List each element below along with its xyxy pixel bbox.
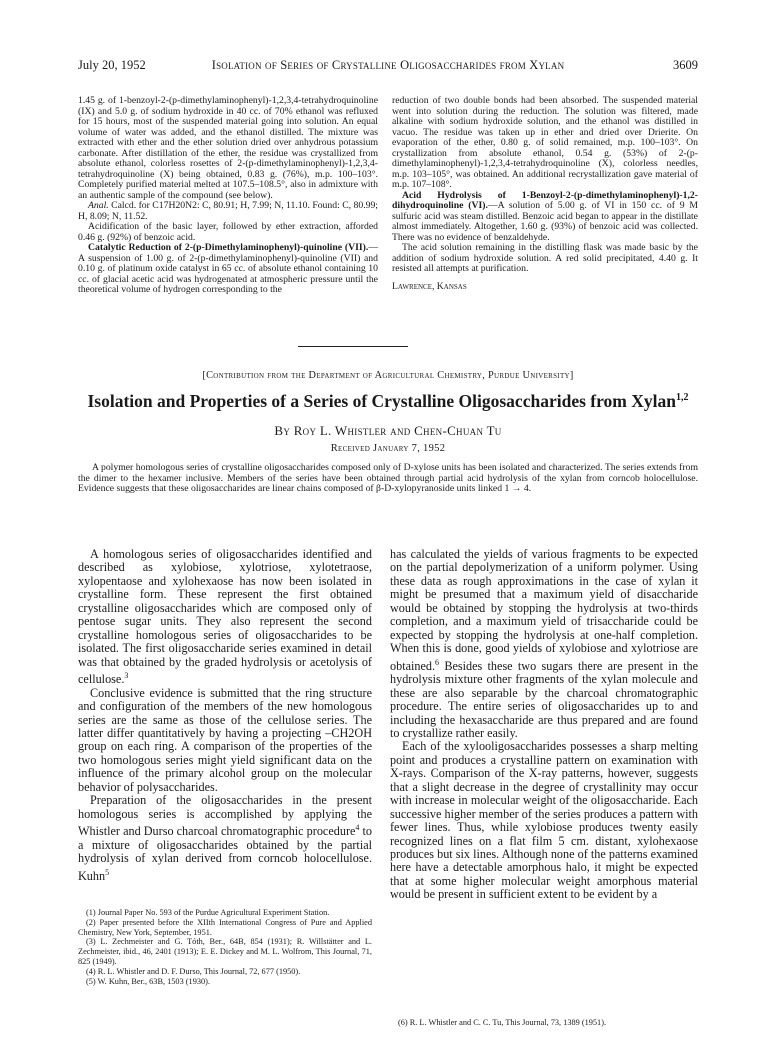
footnote-right — [390, 1018, 698, 1028]
reduction-heading: Catalytic Reduction of 2-(p-Dimethylaminophenyl)-quinoline (VII). — [88, 242, 369, 253]
body-paragraph-3-text: Preparation of the oligosaccharides in the present homologous series is accomplished by applying the Whistler and Durso charcoal chromatographic procedure — [78, 793, 372, 839]
footnote-6: (6) R. L. Whistler and C. C. Tu, This Journal, 73, 1389 (1951). — [398, 1018, 607, 1027]
reduction-paragraph — [78, 243, 378, 296]
body-left-column — [78, 548, 372, 883]
body-paragraph-5: Each of the xylooligosaccharides possesses a sharp melting point and produces a crystalline pattern on examination with X-rays. Comparison of the X-ray patterns, however, suggests that a slight decrease in the degree of crystallinity may occur with increase in molecular weight of the oligosaccharide. Each successive higher member of the series produces a pattern with fewer lines. Thus, while xylobiose produces twenty easily recognized lines on a flat film 5 cm. distant, xylohexaose produces but six lines. Although none of the patterns examined here have a detectable amorphous halo, it might be expected that at some higher molecular weight amorphous material would be present in sufficient extent to be evident by a — [390, 739, 698, 902]
footnote-ref-3: 3 — [124, 671, 129, 681]
footnote-ref-4: 4 — [355, 823, 360, 833]
section-divider — [298, 346, 408, 347]
body-right-column — [390, 548, 698, 902]
reduction-text: —A suspension of 1.00 g. of 2-(p-dimethylaminophenyl)-quinoline (VII) and 0.10 g. of platinum oxide catalyst in 65 cc. of absolute ethanol containing 10 cc. of glacial acetic acid was hydrogenated at atmospheric pressure until the theoretical volume of hydrogen corresponding to the — [78, 242, 378, 295]
body-paragraph-4 — [390, 548, 698, 740]
analysis-paragraph — [78, 201, 378, 222]
hydrolysis-heading: Acid Hydrolysis of 1-Benzoyl-2-(p-dimethylaminophenyl)-1,2-dihydroquinoline (VI). — [392, 189, 698, 211]
article-title — [78, 391, 698, 412]
footnotes-left — [78, 908, 372, 986]
reduction-continued-paragraph: reduction of two double bonds had been absorbed. The suspended material went into solution during the reduction. The solution was filtered, made alkaline with sodium hydroxide solution, and the ethanol was distilled in vacuo. The residue was taken up in ether and dried over Drierite. On evaporation of the ether, 0.80 g. of solid remained, m.p. 100–103°. On crystallization from absolute ethanol, 0.54 g. (53%) of 2-(p-dimethylaminophenyl)-1,2,3,4-tetrahydroquinoline (X), colorless needles, m.p. 103–105°, was obtained. An additional recrystallization gave material of m.p. 107–108°. — [392, 95, 698, 190]
header-running-title: Isolation of Series of Crystalline Oligosaccharides from Xylan — [211, 58, 565, 72]
hydrolysis-paragraph — [392, 191, 698, 244]
body-paragraph-1-text: A homologous series of oligosaccharides identified and described as xylobiose, xylotriose, xylotetraose, xylopentaose and xylohexaose has now been isolated in crystalline form. These represent the first obtained crystalline oligosaccharides which are composed only of pentose sugar units. They also represent the second crystalline homologous series of oligosaccharides to be isolated. The first oligosaccharide series examined in detail was that obtained by the graded hydrolysis or acetolysis of cellulose. — [78, 547, 372, 687]
body-paragraph-2: Conclusive evidence is submitted that the ring structure and configuration of the members of the new homologous series are the same as those of the cellulose series. The latter differ quantitatively by having a projecting –CH2OH group on each ring. A comparison of the properties of the two homologous series might yield significant data on the influence of the primary alcohol group on the molecular behavior of polysaccharides. — [78, 685, 372, 794]
hydrolysis-text: —A solution of 5.00 g. of VI in 150 cc. of 9 M sulfuric acid was steam distilled. Benzoic acid began to appear in the distillate almost immediately. Altogether, 1.60 g. (93%) of benzoic acid was collected. There was no evidence of benzaldehyde. — [392, 200, 698, 243]
acidification-paragraph: Acidification of the basic layer, followed by ether extraction, afforded 0.46 g. (92%) of benzoic acid. — [78, 221, 378, 243]
article-authors: By Roy L. Whistler and Chen-Chuan Tu — [274, 423, 502, 438]
anal-label: Anal. — [88, 200, 109, 211]
body-paragraph-4-text-cont: Besides these two sugars there are present in the hydrolysis mixture other fragments of the xylan molecule and these are also separable by the charcoal chromatographic procedure. The entire series of oligosaccharides up to and including the hexasaccharide are thus prepared and are found to crystallize rather easily. — [390, 658, 698, 740]
location-signature: Lawrence, Kansas — [392, 280, 467, 292]
header-page-number: 3609 — [673, 58, 698, 72]
footnote-4: (4) R. L. Whistler and D. F. Durso, This Journal, 72, 677 (1950). — [86, 966, 301, 976]
running-header — [78, 58, 698, 74]
footnote-3: (3) L. Zechmeister and G. Tóth, Ber., 64B, 854 (1931); R. Willstätter and L. Zechmeister, ibid., 46, 2401 (1913); E. E. Dickey and M. L. Wolfrom, This Journal, 71, 825 (1949). — [78, 937, 372, 966]
abstract — [78, 463, 698, 495]
footnote-ref-5: 5 — [105, 867, 110, 877]
header-date: July 20, 1952 — [78, 58, 146, 72]
experimental-paragraph: 1.45 g. of 1-benzoyl-2-(p-dimethylaminophenyl)-1,2,3,4-tetrahydroquinoline (IX) and 5.0 g. of sodium hydroxide in 40 cc. of 70% ethanol was refluxed for 15 hours, most of the suspended material going into solution. An equal volume of water was added, and the ethanol distilled. The mixture was extracted with ether and the ether solution dried over anhydrous potassium carbonate. After distillation of the ether, the residue was crystallized from absolute ethanol, colorless rosettes of 2-(p-dimethylaminophenyl)-1,2,3,4-tetrahydroquinoline (X) being obtained, 0.83 g. (76%), m.p. 100–103°. Completely purified material melted at 107.5–108.5°, also in admixture with an authentic sample of the compound (see below). — [78, 95, 378, 201]
top-right-column — [392, 96, 698, 292]
body-paragraph-1 — [78, 548, 372, 687]
article-title-footnote-ref: 1,2 — [675, 392, 689, 404]
footnote-5: (5) W. Kuhn, Ber., 63B, 1503 (1930). — [86, 976, 210, 986]
footnote-1: (1) Journal Paper No. 593 of the Purdue Agricultural Experiment Station. — [86, 908, 330, 917]
anal-text: Calcd. for C17H20N2: C, 80.91; H, 7.99; N, 11.10. Found: C, 80.99; H, 8.09; N, 11.52. — [78, 200, 378, 222]
acid-solution-paragraph: The acid solution remaining in the distilling flask was made basic by the addition of sodium hydroxide solution. A red solid precipitated, 4.40 g. It resisted all attempts at purification. — [392, 242, 698, 274]
footnote-2: (2) Paper presented before the XIIth International Congress of Pure and Applied Chemistry, New York, September, 1951. — [78, 917, 372, 937]
contribution-line: [Contribution from the Department of Agricultural Chemistry, Purdue University] — [202, 370, 574, 381]
article-title-text: Isolation and Properties of a Series of Crystalline Oligosaccharides from Xylan — [87, 391, 676, 411]
body-paragraph-4-text: has calculated the yields of various fragments to be expected on the partial depolymerization of a uniform polymer. Using these data as rough approximations in the case of xylan it might be presumed that a maximum yield of disaccharide would be obtained by stopping the hydrolysis at two-thirds completion, and a maximum yield of trisaccharide could be expected by stopping the hydrolysis at one-half completion. When this is done, good yields of xylobiose and xylotriose are obtained. — [390, 547, 698, 673]
top-left-column — [78, 96, 378, 296]
body-paragraph-3 — [78, 794, 372, 883]
footnote-ref-6: 6 — [435, 657, 440, 667]
abstract-text: A polymer homologous series of crystalline oligosaccharides composed only of D-xylose units has been isolated and characterized. The series extends from the dimer to the hexamer inclusive. Members of the series have been obtained through partial acid hydrolysis of the xylan from corncob holocellulose. Evidence suggests that these oligosaccharides are linear chains composed of β-D-xylopyranoside units linked 1 → 4. — [78, 462, 698, 495]
received-date: Received January 7, 1952 — [330, 443, 446, 454]
body-paragraph-3-text-cont: to a mixture of oligosaccharides obtained by the partial hydrolysis of xylan derived from corncob holocellulose. Kuhn — [78, 824, 373, 883]
